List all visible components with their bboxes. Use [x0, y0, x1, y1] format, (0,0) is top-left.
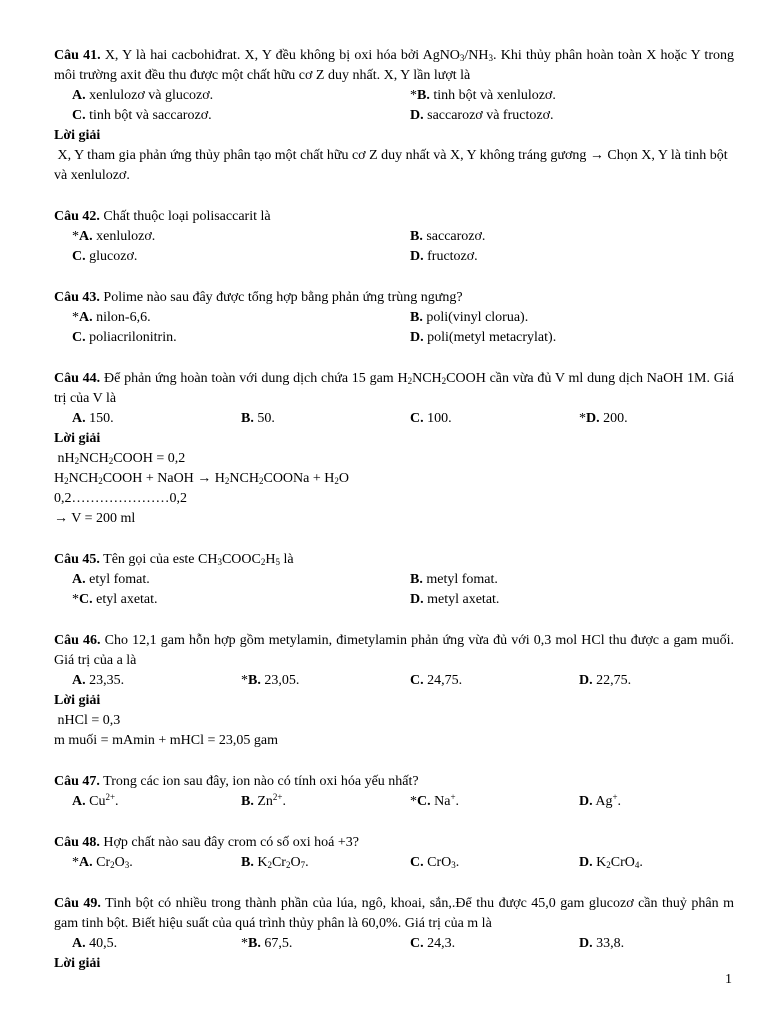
option-text: fructozơ.	[423, 249, 478, 264]
correct-marker: *	[410, 88, 417, 103]
answer-option	[241, 409, 410, 429]
answer-option	[72, 308, 410, 328]
option-text: tinh bột và xenlulozơ.	[429, 88, 556, 103]
option-letter: C.	[410, 936, 424, 951]
solution-heading: Lời giải	[54, 956, 101, 971]
correct-marker: *	[241, 673, 248, 688]
document-page	[54, 46, 734, 995]
option-text: 100.	[423, 411, 452, 426]
option-letter: B.	[410, 310, 423, 325]
option-text: 23,35.	[85, 673, 125, 688]
correct-marker: *	[72, 592, 79, 607]
option-letter: B.	[410, 229, 423, 244]
answer-option	[410, 590, 730, 610]
answer-option	[72, 590, 410, 610]
question-block	[54, 833, 734, 873]
option-letter: A.	[72, 572, 86, 587]
question-text: Tinh bột có nhiều trong thành phần của lúa, ngô, khoai, sắn,.Để thu được 45,0 gam glucozơ cần thuỷ phân m gam tinh bột. Biết hiệu suất của quá trình thủy phân là 60,0%. Giá trị của m là	[54, 896, 734, 931]
correct-marker: *	[72, 855, 79, 870]
option-letter: D.	[579, 936, 593, 951]
option-text: 24,75.	[423, 673, 463, 688]
option-text: $Zn^{2+}$.	[253, 792, 286, 809]
answer-option	[72, 934, 241, 954]
option-text: 24,3.	[423, 936, 456, 951]
option-letter: C.	[410, 411, 424, 426]
question-text: Hợp chất nào sau đây crom có số oxi hoá +3?	[99, 835, 359, 850]
option-text: $K_2Cr_2O_7$.	[253, 855, 309, 870]
answer-option	[410, 570, 730, 590]
solution-heading: Lời giải	[54, 431, 101, 446]
question-text: Chất thuộc loại polisaccarit là	[99, 209, 271, 224]
answer-option	[72, 409, 241, 429]
question-block	[54, 288, 734, 348]
option-text: Ag+.	[592, 792, 622, 809]
option-text: xenlulozơ.	[92, 229, 156, 244]
answer-options	[54, 792, 734, 812]
option-text: $K_2CrO_4$.	[592, 855, 643, 870]
solution-heading: Lời giải	[54, 128, 101, 143]
answer-option	[410, 792, 579, 812]
option-letter: A.	[72, 936, 86, 951]
option-letter: A.	[72, 411, 86, 426]
option-text: nilon-6,6.	[92, 310, 151, 325]
option-letter: D.	[410, 108, 424, 123]
question-text: Để phản ứng hoàn toàn với dung dịch chứa 15 gam $H_2NCH_2COOH$ cần vừa đủ V ml dung dịch NaOH 1M. Giá trị của V là	[54, 371, 734, 406]
solution-line: m muối = mAmin + mHCl = 23,05 gam	[54, 733, 278, 748]
solution-line: → V = 200 ml	[54, 511, 136, 526]
option-text: saccarozơ và fructozơ.	[423, 108, 554, 123]
question-block	[54, 894, 734, 974]
answer-option	[579, 853, 729, 873]
answer-option	[72, 792, 241, 812]
option-letter: D.	[410, 592, 424, 607]
correct-marker: *	[579, 411, 586, 426]
option-letter: B.	[248, 936, 261, 951]
answer-option	[72, 86, 410, 106]
solution-heading: Lời giải	[54, 693, 101, 708]
option-text: glucozơ.	[85, 249, 138, 264]
question-block	[54, 207, 734, 267]
question-stem	[54, 631, 734, 671]
question-stem	[54, 369, 734, 409]
solution-line: X, Y tham gia phản ứng thủy phân tạo một chất hữu cơ Z duy nhất và X, Y không tráng gương → Chọn X, Y là tinh bột và xenlulozơ.	[54, 148, 732, 183]
answer-option	[410, 86, 730, 106]
option-text: saccarozơ.	[422, 229, 486, 244]
option-letter: A.	[72, 88, 86, 103]
answer-option	[241, 671, 410, 691]
option-letter: A.	[72, 794, 86, 809]
option-letter: C.	[72, 330, 86, 345]
option-text: poli(vinyl clorua).	[422, 310, 529, 325]
question-number: Câu 48.	[54, 835, 100, 850]
option-text: etyl fomat.	[85, 572, 150, 587]
question-number: Câu 45.	[54, 552, 100, 567]
option-letter: B.	[417, 88, 430, 103]
option-letter: D.	[579, 855, 593, 870]
option-text: xenlulozơ và glucozơ.	[85, 88, 214, 103]
option-text: $Cu^{2+}$.	[85, 792, 119, 809]
option-letter: D.	[579, 673, 593, 688]
answer-option	[241, 934, 410, 954]
option-text: 40,5.	[85, 936, 118, 951]
question-block	[54, 369, 734, 529]
solution-line: 0,2…………………0,2	[54, 491, 187, 506]
question-stem	[54, 833, 734, 853]
option-text: 22,75.	[592, 673, 632, 688]
option-text: tinh bột và saccarozơ.	[85, 108, 212, 123]
answer-option	[241, 853, 410, 873]
option-letter: D.	[586, 411, 600, 426]
answer-options	[54, 570, 734, 610]
answer-option	[72, 570, 410, 590]
option-letter: B.	[410, 572, 423, 587]
answer-option	[410, 934, 579, 954]
option-letter: B.	[248, 673, 261, 688]
answer-options	[54, 934, 734, 954]
question-number: Câu 42.	[54, 209, 100, 224]
option-text: CrO$_3$.	[423, 855, 460, 870]
option-letter: A.	[72, 673, 86, 688]
correct-marker: *	[241, 936, 248, 951]
answer-option	[410, 227, 730, 247]
question-block	[54, 46, 734, 186]
option-letter: B.	[241, 794, 254, 809]
answer-option	[410, 106, 730, 126]
answer-option	[72, 227, 410, 247]
answer-options	[54, 409, 734, 429]
answer-option	[410, 853, 579, 873]
answer-option	[410, 328, 730, 348]
question-number: Câu 49.	[54, 896, 101, 911]
option-text: metyl fomat.	[422, 572, 498, 587]
question-stem	[54, 288, 734, 308]
answer-option	[579, 671, 729, 691]
option-text: 23,05.	[260, 673, 300, 688]
question-block	[54, 550, 734, 610]
option-letter: C.	[79, 592, 93, 607]
answer-option	[579, 792, 729, 812]
option-letter: A.	[79, 855, 93, 870]
solution-line: $H_2NCH_2COOH$ + NaOH → $H_2NCH_2COONa + H_2O$	[54, 471, 349, 486]
option-letter: B.	[241, 855, 254, 870]
question-text: Tên gọi của este $CH_3COOC_2H_5$ là	[99, 552, 294, 567]
answer-options	[54, 86, 734, 126]
answer-option	[72, 247, 410, 267]
option-text: etyl axetat.	[92, 592, 158, 607]
answer-option	[410, 409, 579, 429]
option-text: 67,5.	[260, 936, 293, 951]
answer-options	[54, 671, 734, 691]
question-block	[54, 772, 734, 812]
option-text: 200.	[599, 411, 628, 426]
question-number: Câu 41.	[54, 48, 101, 63]
question-stem	[54, 894, 734, 934]
question-stem	[54, 550, 734, 570]
option-text: 33,8.	[592, 936, 625, 951]
question-stem	[54, 772, 734, 792]
answer-option	[72, 328, 410, 348]
question-text: Trong các ion sau đây, ion nào có tính oxi hóa yếu nhất?	[99, 774, 419, 789]
page-number: 1	[725, 972, 732, 987]
correct-marker: *	[72, 229, 79, 244]
answer-option	[579, 409, 729, 429]
option-letter: C.	[417, 794, 431, 809]
question-text: X, Y là hai cacbohiđrat. X, Y đều không bị oxi hóa bởi $AgNO_3/NH_3$. Khi thủy phân hoàn toàn X hoặc Y trong môi trường axit đều thu được một chất hữu cơ Z duy nhất. X, Y lần lượt là	[54, 48, 734, 83]
answer-option	[410, 308, 730, 328]
solution-line: nHCl = 0,3	[54, 713, 121, 728]
answer-option	[410, 671, 579, 691]
option-letter: C.	[410, 855, 424, 870]
option-text: poliacrilonitrin.	[85, 330, 177, 345]
question-number: Câu 46.	[54, 633, 101, 648]
question-stem	[54, 46, 734, 86]
answer-option	[72, 853, 241, 873]
answer-option	[72, 106, 410, 126]
option-letter: A.	[79, 310, 93, 325]
option-letter: B.	[241, 411, 254, 426]
answer-options	[54, 853, 734, 873]
option-text: Na+.	[430, 792, 460, 809]
question-number: Câu 47.	[54, 774, 100, 789]
option-letter: D.	[579, 794, 593, 809]
answer-option	[72, 671, 241, 691]
question-block	[54, 631, 734, 751]
question-stem	[54, 207, 734, 227]
option-text: 150.	[85, 411, 114, 426]
answer-option	[241, 792, 410, 812]
option-letter: C.	[410, 673, 424, 688]
question-text: Cho 12,1 gam hỗn hợp gồm metylamin, đimetylamin phản ứng vừa đủ với 0,3 mol HCl thu được a gam muối. Giá trị của a là	[54, 633, 734, 668]
option-letter: D.	[410, 330, 424, 345]
answer-option	[410, 247, 730, 267]
answer-option	[579, 934, 729, 954]
option-text: metyl axetat.	[423, 592, 500, 607]
option-letter: A.	[79, 229, 93, 244]
answer-options	[54, 308, 734, 348]
option-text: poli(metyl metacrylat).	[423, 330, 557, 345]
option-letter: C.	[72, 108, 86, 123]
answer-options	[54, 227, 734, 267]
solution-line: $nH_2NCH_2COOH = 0,2$	[54, 451, 186, 466]
option-letter: C.	[72, 249, 86, 264]
option-text: 50.	[253, 411, 275, 426]
question-number: Câu 44.	[54, 371, 101, 386]
option-letter: D.	[410, 249, 424, 264]
question-number: Câu 43.	[54, 290, 100, 305]
question-text: Polime nào sau đây được tổng hợp bằng phản ứng trùng ngưng?	[99, 290, 463, 305]
correct-marker: *	[410, 794, 417, 809]
option-text: $Cr_2O_3$.	[92, 855, 133, 870]
correct-marker: *	[72, 310, 79, 325]
